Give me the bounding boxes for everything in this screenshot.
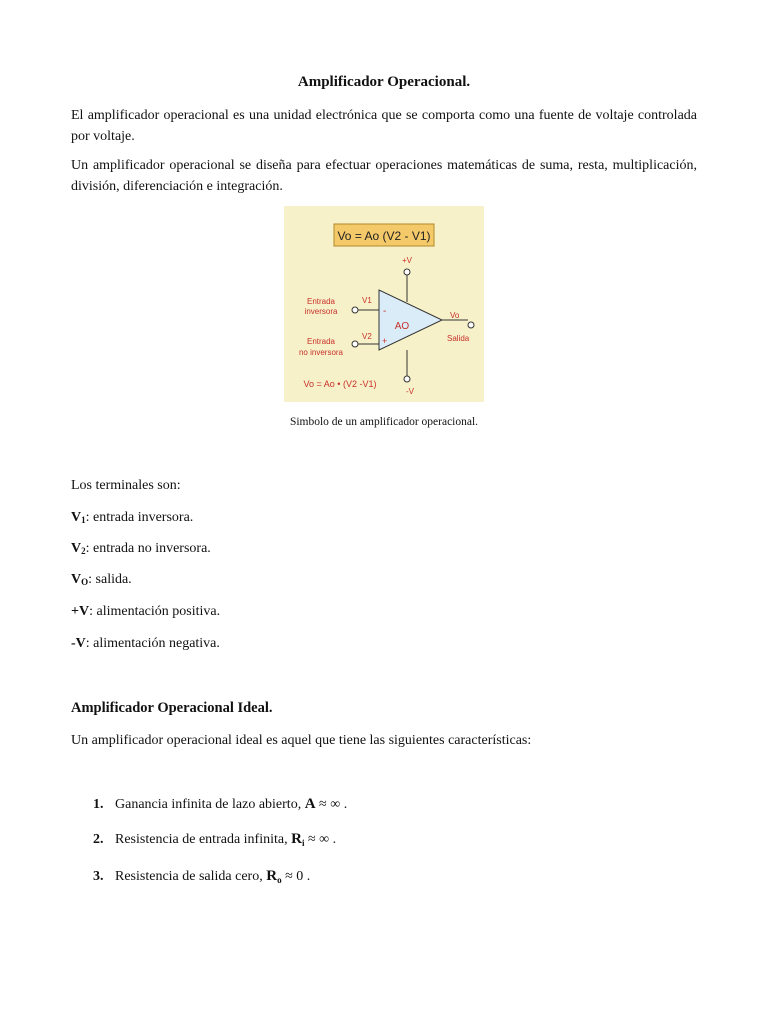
terminal-plus-v [71, 604, 220, 620]
noninverting-sign: + [382, 336, 388, 346]
output-terminal [468, 322, 474, 328]
page-title: Amplificador Operacional. [297, 74, 471, 90]
list-symbol: R [266, 868, 278, 884]
terminal-description: : entrada no inversora. [85, 541, 211, 556]
terminal-v1 [71, 510, 193, 526]
list-relation: ≈ ∞ . [304, 832, 337, 847]
list-relation: ≈ 0 . [281, 869, 311, 884]
list-subscript: i [301, 838, 305, 848]
list-symbol: R [291, 831, 302, 847]
ideal-item-3 [93, 868, 310, 885]
terminal-symbol: -V [71, 636, 86, 651]
plus-supply-terminal [404, 269, 410, 275]
terminal-description: : alimentación positiva. [89, 604, 221, 619]
terminal-symbol: V [71, 510, 82, 525]
terminal-symbol: +V [71, 604, 90, 619]
ideal-item-1 [93, 796, 347, 813]
paragraph-definition: El amplificador operacional es una unidad electrónica que se comporta como una fuente de voltaje controlada por voltaje. [71, 108, 697, 144]
list-symbol: A [304, 796, 316, 812]
inverting-terminal [352, 307, 358, 313]
opamp-diagram [284, 206, 484, 402]
terminal-v2 [71, 541, 211, 557]
noninverting-label-line2: no inversora [298, 348, 344, 357]
vo-label: Vo [450, 311, 460, 320]
noninverting-terminal [352, 341, 358, 347]
bottom-equation: Vo = Ao • (V2 -V1) [303, 379, 377, 389]
list-subscript: o [277, 875, 282, 885]
list-text: Resistencia de entrada infinita, [115, 832, 292, 847]
list-relation: ≈ ∞ . [315, 797, 348, 812]
minus-supply-label: -V [406, 387, 414, 396]
ideal-item-2 [93, 831, 336, 848]
terminal-vo [71, 572, 132, 588]
terminal-description: : entrada inversora. [85, 510, 194, 525]
inverting-label-line1: Entrada [306, 297, 336, 306]
paragraph-operations: Un amplificador operacional se diseña para efectuar operaciones matemáticas de suma, resta, multiplicación, división, diferenciación e integración. [71, 158, 697, 194]
minus-supply-terminal [404, 376, 410, 382]
list-number: 2. [93, 832, 104, 847]
opamp-label: AO [394, 321, 410, 332]
plus-supply-label: +V [401, 256, 413, 265]
terminal-symbol: V [71, 572, 82, 587]
figure-caption: Simbolo de un amplificador operacional. [289, 416, 479, 428]
inverting-sign: - [383, 306, 387, 317]
list-text: Ganancia infinita de lazo abierto, [115, 797, 305, 812]
terminal-subscript: O [81, 577, 89, 587]
list-number: 1. [93, 797, 104, 812]
terminal-subscript: 2 [81, 546, 86, 556]
opamp-figure [284, 206, 484, 402]
terminals-intro: Los terminales son: [71, 478, 181, 493]
terminal-description: : alimentación negativa. [85, 636, 220, 651]
terminal-subscript: 1 [81, 515, 86, 525]
ideal-heading: Amplificador Operacional Ideal. [71, 700, 273, 716]
terminal-minus-v [71, 636, 220, 652]
noninverting-label-line1: Entrada [306, 337, 336, 346]
output-label: Salida [447, 334, 470, 343]
v2-label: V2 [362, 332, 372, 341]
terminal-symbol: V [71, 541, 82, 556]
list-text: Resistencia de salida cero, [115, 869, 267, 884]
list-number: 3. [93, 869, 104, 884]
inverting-label-line2: inversora [304, 307, 338, 316]
equation-box-text: Vo = Ao (V2 - V1) [337, 229, 431, 243]
v1-label: V1 [362, 296, 372, 305]
terminal-description: : salida. [88, 572, 132, 587]
ideal-intro: Un amplificador operacional ideal es aquel que tiene las siguientes características: [71, 733, 532, 748]
